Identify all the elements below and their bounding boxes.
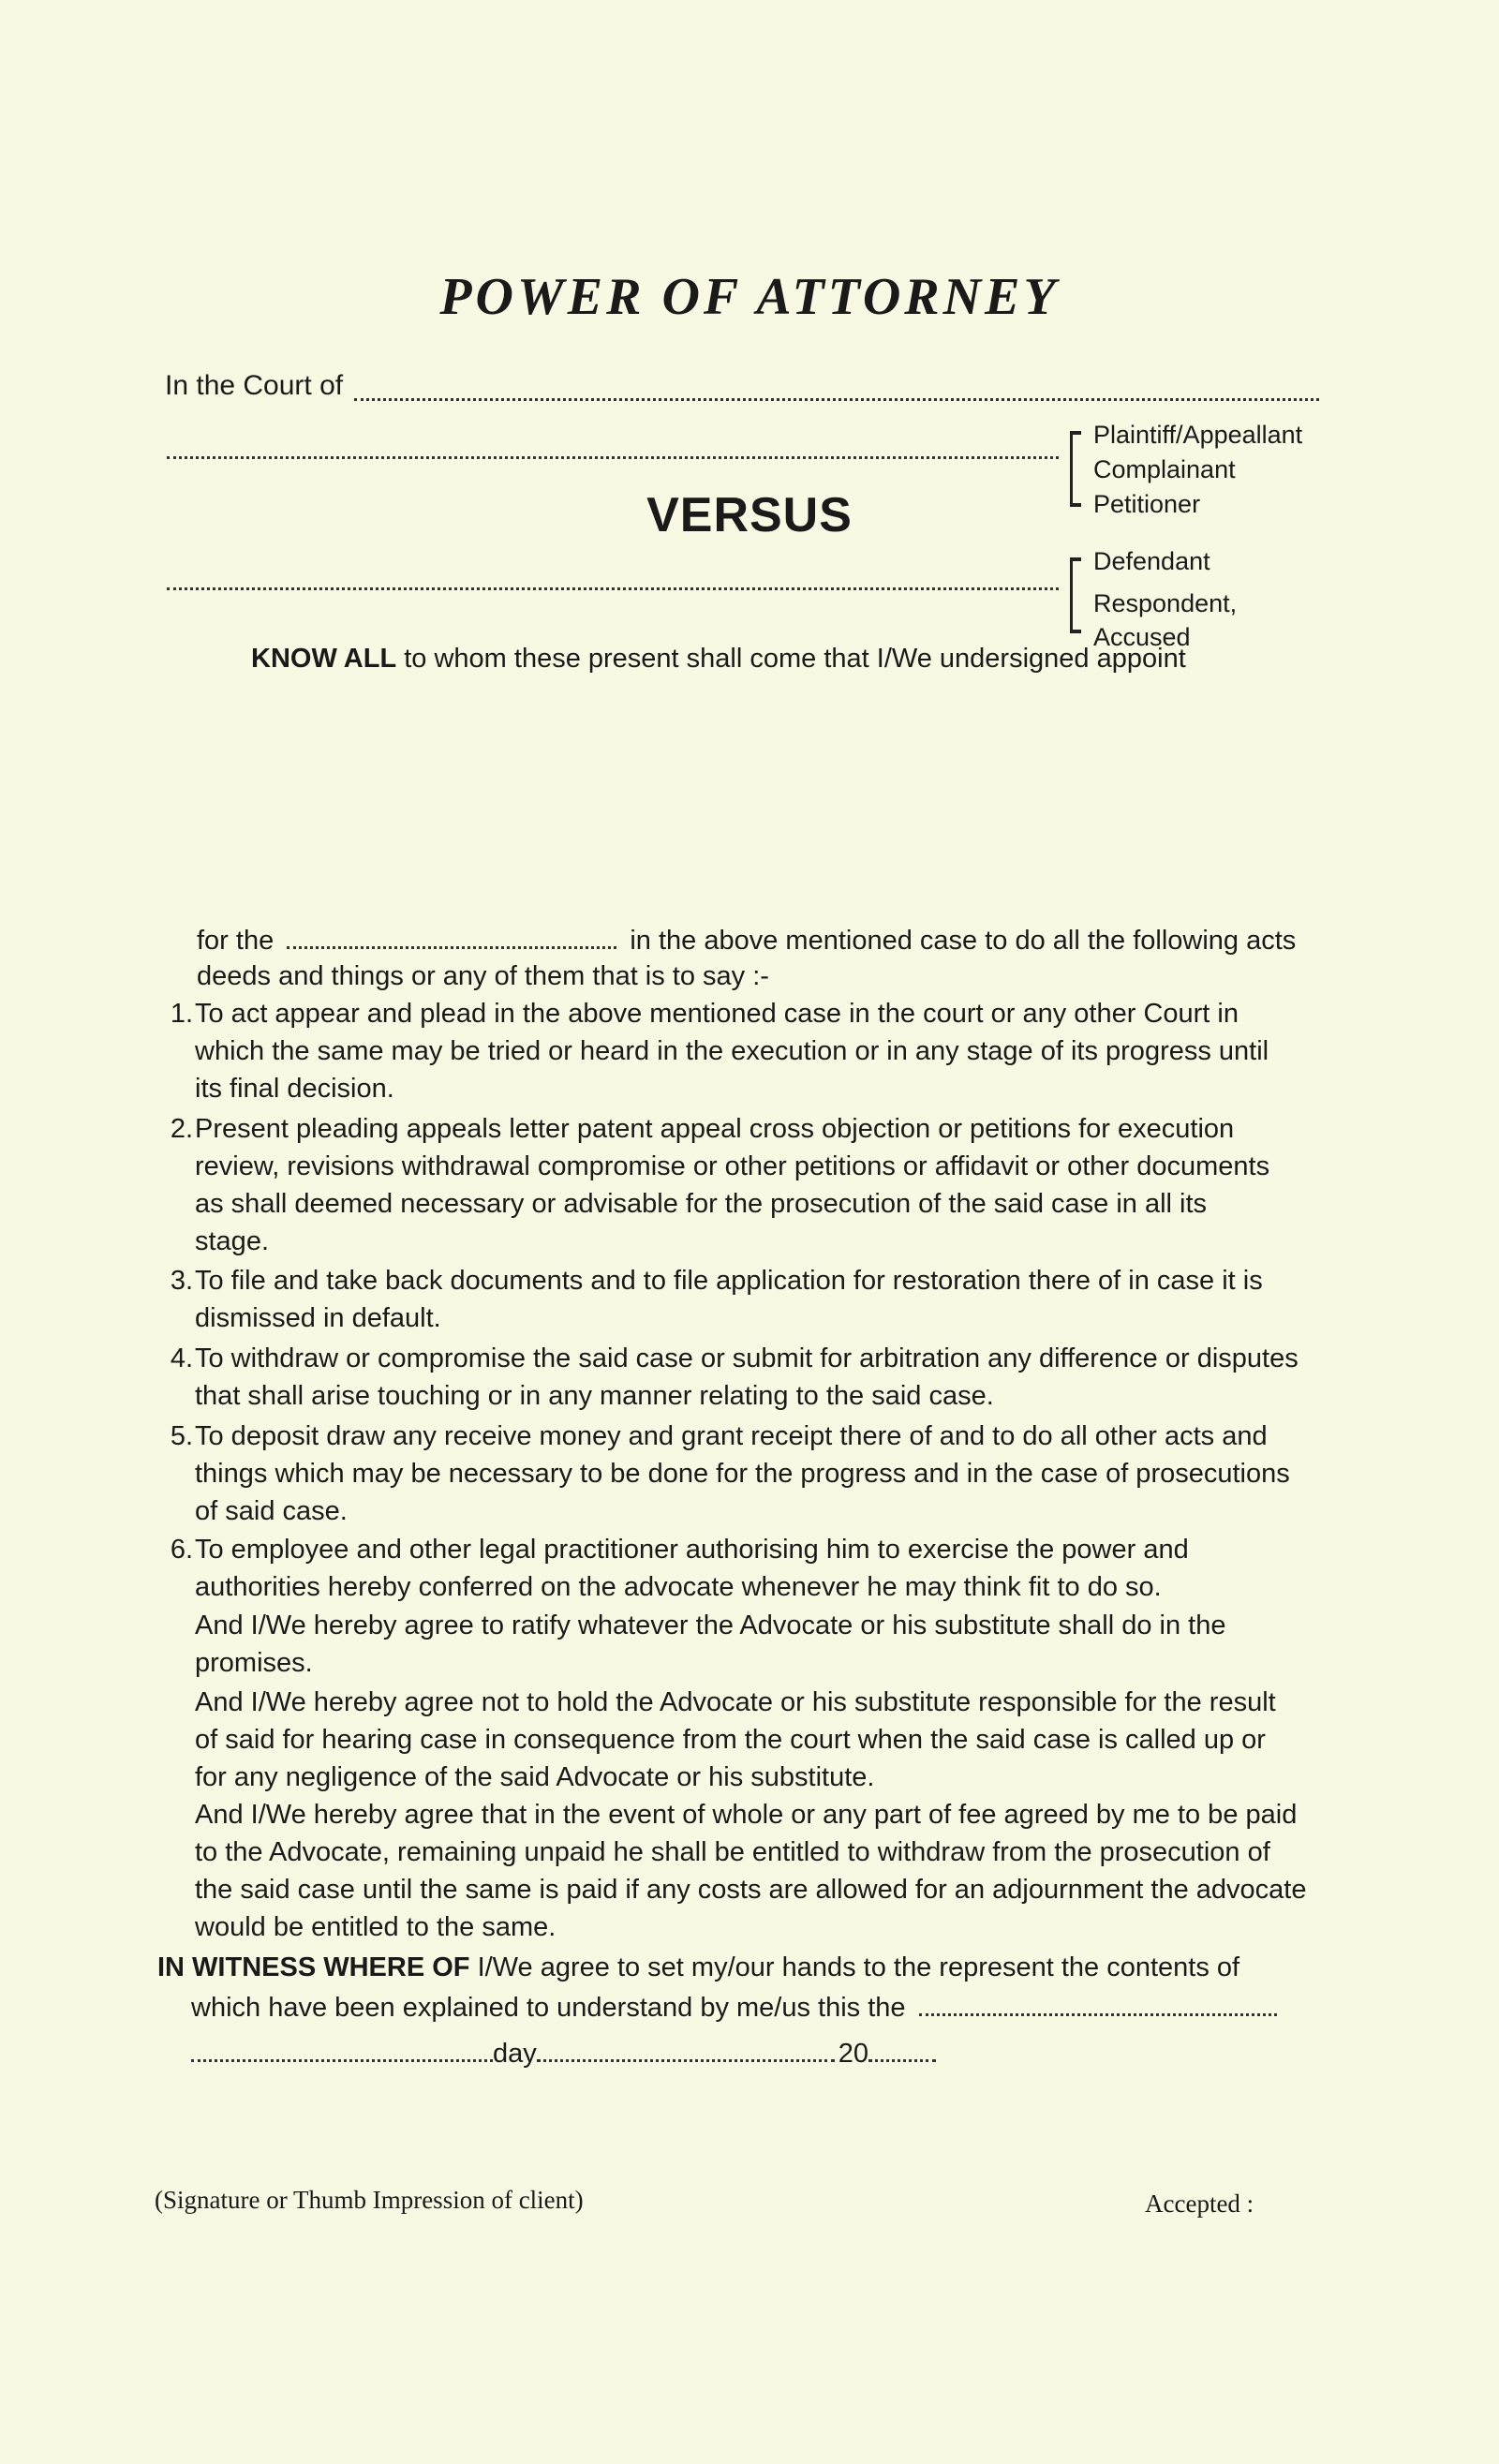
for-the-text: in the above mentioned case to do all the following acts [630, 926, 1297, 956]
for-the-continuation: deeds and things or any of them that is to say :- [197, 961, 769, 991]
know-all-text: to whom these present shall come that I/We undersigned appoint [404, 644, 1186, 674]
clause-number: 2. [170, 1114, 193, 1144]
clause-line: To act appear and plead in the above mentioned case in the court or any other Court in [195, 999, 1239, 1029]
witness-text: I/We agree to set my/our hands to the represent the contents of [477, 1952, 1240, 1982]
witness-date-field[interactable] [919, 2013, 1277, 2016]
for-the-label: for the [197, 926, 275, 956]
clause-line: stage. [195, 1226, 269, 1256]
clause-line: as shall deemed necessary or advisable for the prosecution of the said case in all its [195, 1189, 1208, 1219]
role-accused: Accused [1093, 623, 1191, 651]
clause-number: 3. [170, 1266, 193, 1296]
signature-label: (Signature or Thumb Impression of client) [155, 2186, 584, 2214]
clause-line: To file and take back documents and to file application for restoration there of in case it is [195, 1266, 1263, 1296]
agree-line: And I/We hereby agree that in the event of whole or any part of fee agreed by me to be paid [195, 1800, 1298, 1830]
know-all-bold: KNOW ALL [251, 644, 397, 674]
clause-line: Present pleading appeals letter patent appeal cross objection or petitions for execution [195, 1114, 1235, 1144]
agree-fee [195, 1796, 1338, 1946]
agree-line: of said for hearing case in consequence from the court when the said case is called up or [195, 1725, 1266, 1755]
clause-number: 1. [170, 999, 193, 1029]
day-year-line [191, 2035, 1128, 2072]
witness-line [157, 1949, 1347, 1986]
year-field[interactable] [868, 2059, 936, 2062]
clause-line: To employee and other legal practitioner authorising him to exercise the power and [195, 1535, 1189, 1565]
clause-line: To deposit draw any receive money and grant receipt there of and to do all other acts and [195, 1421, 1268, 1451]
month-field[interactable] [537, 2059, 835, 2062]
advocate-name-area[interactable] [167, 693, 1319, 899]
agree-line: the said case until the same is paid if any costs are allowed for an adjournment the advocate [195, 1875, 1307, 1905]
clause-line: which the same may be tried or heard in the execution or in any stage of its progress until [195, 1036, 1269, 1066]
agree-ratify [195, 1607, 1338, 1682]
clause-number: 6. [170, 1535, 193, 1565]
clause-number: 4. [170, 1343, 193, 1373]
clause-line: its final decision. [195, 1074, 394, 1104]
accepted-label: Accepted : [1145, 2189, 1254, 2218]
page-title: POWER OF ATTORNEY [439, 268, 1060, 326]
clause-line: that shall arise touching or in any manner relating to the said case. [195, 1381, 994, 1411]
advocate-acceptance-field[interactable] [1145, 2230, 1370, 2286]
agree-line: for any negligence of the said Advocate or his substitute. [195, 1762, 875, 1792]
agree-line: And I/We hereby agree not to hold the Advocate or his substitute responsible for the result [195, 1687, 1276, 1717]
role-petitioner: Petitioner [1093, 490, 1201, 518]
client-signature-field[interactable] [155, 2127, 679, 2183]
clause-line: of said case. [195, 1496, 348, 1526]
agree-line: to the Advocate, remaining unpaid he shall be entitled to withdraw from the prosecution of [195, 1837, 1270, 1867]
agree-line: would be entitled to the same. [195, 1912, 557, 1942]
role-respondent: Respondent, [1093, 589, 1238, 617]
for-the-field[interactable] [287, 946, 616, 949]
day-field[interactable] [191, 2059, 493, 2062]
day-label: day [493, 2039, 537, 2069]
agree-line: And I/We hereby agree to ratify whatever the Advocate or his substitute shall do in the [195, 1611, 1226, 1640]
clause-line: authorities hereby conferred on the advocate whenever he may think fit to do so. [195, 1572, 1162, 1602]
clause-number: 5. [170, 1421, 193, 1451]
party-two-field[interactable] [167, 587, 1059, 590]
agree-line: promises. [195, 1648, 313, 1678]
witness-bold: IN WITNESS WHERE OF [157, 1952, 470, 1982]
clause-line: dismissed in default. [195, 1303, 441, 1333]
witness-continuation [191, 1989, 1343, 2026]
role-plaintiff: Plaintiff/Appeallant [1093, 421, 1303, 449]
party-one-field[interactable] [167, 456, 1059, 459]
clause-line: things which may be necessary to be done for the progress and in the case of prosecutions [195, 1459, 1290, 1489]
clause-line: To withdraw or compromise the said case or submit for arbitration any difference or disputes [195, 1343, 1299, 1373]
clause-line: review, revisions withdrawal compromise or other petitions or affidavit or other documents [195, 1151, 1270, 1181]
role-complainant: Complainant [1093, 455, 1236, 483]
role-defendant: Defendant [1093, 547, 1210, 575]
versus-heading: VERSUS [646, 488, 853, 542]
witness-cont-text: which have been explained to understand by me/us this the [191, 1993, 906, 2023]
party-two-roles [1093, 541, 1237, 653]
party-two-bracket [1070, 557, 1081, 633]
year-label: 20 [838, 2039, 869, 2069]
know-all-line [251, 644, 1186, 675]
for-the-line [197, 922, 1340, 959]
court-label: In the Court of [165, 370, 344, 401]
agree-not-responsible [195, 1684, 1338, 1796]
court-name-field[interactable] [354, 398, 1319, 401]
